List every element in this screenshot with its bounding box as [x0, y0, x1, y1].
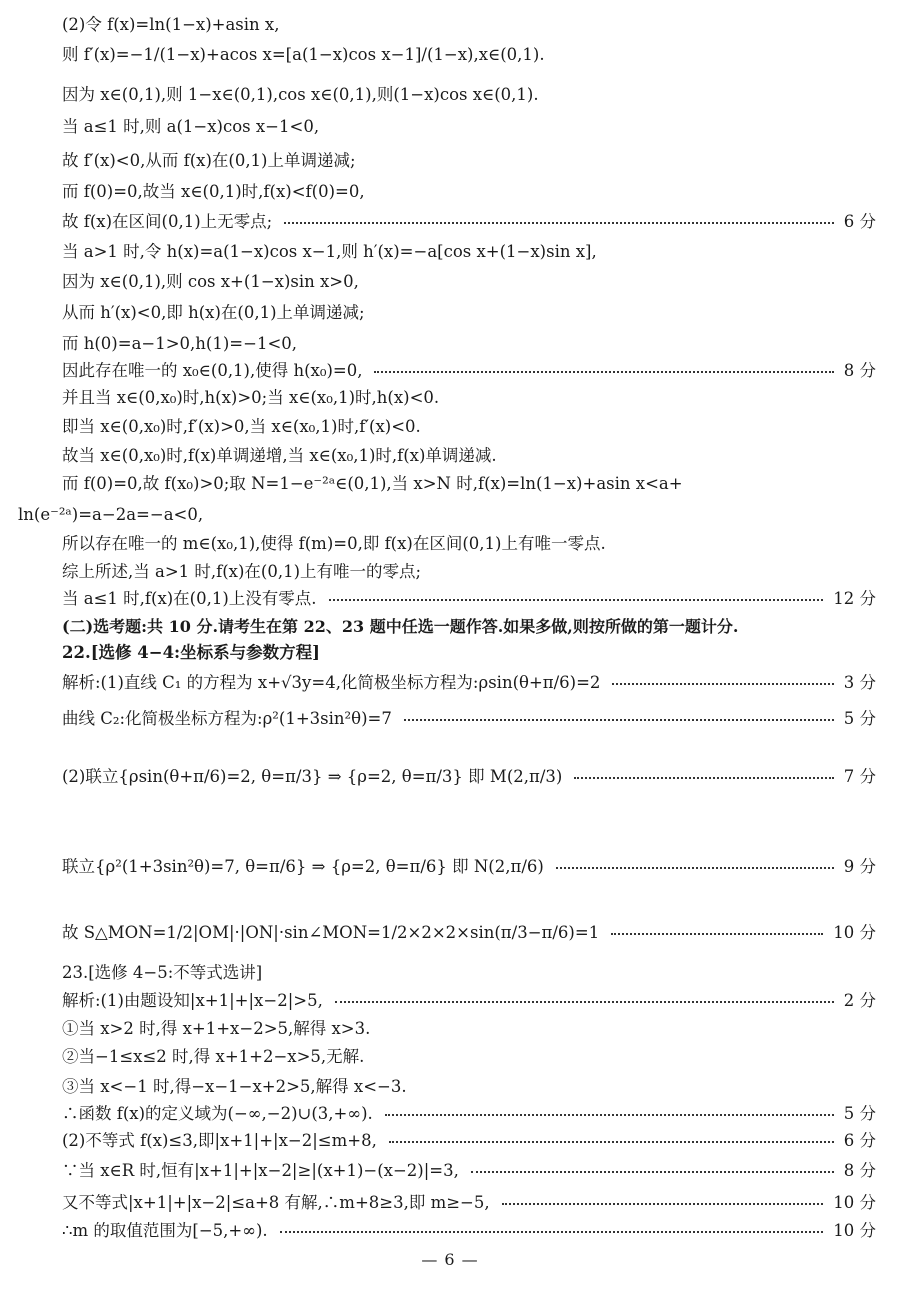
- line-text: (2)令 f(x)=ln(1−x)+asin x,: [62, 15, 280, 34]
- score-label: 5 分: [843, 709, 876, 728]
- line-text: ②当−1≤x≤2 时,得 x+1+2−x>5,无解.: [62, 1047, 365, 1066]
- solution-line: [0, 10, 900, 40]
- solution-line: [0, 1156, 900, 1186]
- score-label: 8 分: [843, 361, 876, 380]
- solution-line: [0, 80, 900, 110]
- solution-line: [0, 146, 900, 176]
- solution-line: [0, 356, 900, 386]
- solution-line: [0, 40, 900, 70]
- score-label: 6 分: [843, 212, 876, 231]
- line-text: ∴m 的取值范围为[−5,+∞).: [62, 1221, 268, 1240]
- line-text: 当 a>1 时,令 h(x)=a(1−x)cos x−1,则 h′(x)=−a[cos x+(1−x)sin x],: [62, 242, 597, 261]
- score-label: 6 分: [843, 1131, 876, 1150]
- solution-line: [0, 237, 900, 267]
- solution-line: [0, 207, 900, 237]
- line-text: 解析:(1)由题设知|x+1|+|x−2|>5,: [62, 991, 323, 1010]
- line-text: 故 f′(x)<0,从而 f(x)在(0,1)上单调递减;: [62, 151, 356, 170]
- line-text: 则 f′(x)=−1/(1−x)+acos x=[a(1−x)cos x−1]/(1−x),x∈(0,1).: [62, 45, 545, 64]
- score-label: 5 分: [843, 1104, 876, 1123]
- line-text: ③当 x<−1 时,得−x−1−x+2>5,解得 x<−3.: [62, 1077, 407, 1096]
- line-text: 曲线 C₂:化简极坐标方程为:ρ²(1+3sin²θ)=7: [62, 709, 392, 728]
- score-label: 10 分: [833, 923, 876, 942]
- line-text: 因为 x∈(0,1),则 1−x∈(0,1),cos x∈(0,1),则(1−x)cos x∈(0,1).: [62, 85, 539, 104]
- score-label: 12 分: [833, 589, 876, 608]
- leader-dots: [611, 933, 823, 935]
- leader-dots: [385, 1114, 834, 1116]
- solution-line: [0, 584, 900, 614]
- leader-dots: [389, 1141, 834, 1143]
- line-text: 因此存在唯一的 x₀∈(0,1),使得 h(x₀)=0,: [62, 361, 363, 380]
- solution-line: [0, 1126, 900, 1156]
- solution-line: [0, 383, 900, 413]
- line-text: (二)选考题:共 10 分.请考生在第 22、23 题中任选一题作答.如果多做,则按所做的第一题计分.: [62, 617, 739, 636]
- solution-line: [0, 267, 900, 297]
- score-label: 8 分: [843, 1161, 876, 1180]
- solution-line: [0, 704, 900, 734]
- line-text: ∵当 x∈R 时,恒有|x+1|+|x−2|≥|(x+1)−(x−2)|=3,: [62, 1161, 459, 1180]
- line-text: (2)不等式 f(x)≤3,即|x+1|+|x−2|≤m+8,: [62, 1131, 377, 1150]
- leader-dots: [280, 1231, 823, 1233]
- line-text: 故 S△MON=1/2|OM|·|ON|·sin∠MON=1/2×2×2×sin(π/3−π/6)=1: [62, 923, 600, 942]
- line-text: 从而 h′(x)<0,即 h(x)在(0,1)上单调递减;: [62, 303, 365, 322]
- leader-dots: [502, 1203, 823, 1205]
- score-label: 2 分: [843, 991, 876, 1010]
- line-text: 又不等式|x+1|+|x−2|≤a+8 有解,∴m+8≥3,即 m≥−5,: [62, 1193, 490, 1212]
- line-text: 综上所述,当 a>1 时,f(x)在(0,1)上有唯一的零点;: [62, 562, 422, 581]
- score-label: 3 分: [843, 673, 876, 692]
- score-label: 7 分: [843, 767, 876, 786]
- leader-dots: [471, 1171, 834, 1173]
- page-number: — 6 —: [421, 1250, 479, 1269]
- line-text: (2)联立{ρsin(θ+π/6)=2, θ=π/3} ⇒ {ρ=2, θ=π/3} 即 M(2,π/3): [62, 767, 563, 786]
- score-label: 10 分: [833, 1221, 876, 1240]
- solution-line: [0, 1216, 900, 1246]
- solution-line: [0, 852, 900, 882]
- line-text: 而 h(0)=a−1>0,h(1)=−1<0,: [62, 334, 298, 353]
- solution-line: [0, 177, 900, 207]
- leader-dots: [404, 719, 834, 721]
- line-text: 因为 x∈(0,1),则 cos x+(1−x)sin x>0,: [62, 272, 359, 291]
- line-text: 解析:(1)直线 C₁ 的方程为 x+√3y=4,化简极坐标方程为:ρsin(θ+π/6)=2: [62, 673, 601, 692]
- leader-dots: [612, 683, 834, 685]
- solution-line: [0, 918, 900, 948]
- line-text: 22.[选修 4−4:坐标系与参数方程]: [62, 643, 320, 662]
- solution-line: [0, 1188, 900, 1218]
- solution-line: [0, 557, 900, 587]
- solution-line: [0, 469, 900, 499]
- solution-line: [0, 1042, 900, 1072]
- score-label: 9 分: [843, 857, 876, 876]
- leader-dots: [335, 1001, 834, 1003]
- solution-line: [0, 762, 900, 792]
- solution-line: [0, 1072, 900, 1102]
- leader-dots: [284, 222, 834, 224]
- line-text: 所以存在唯一的 m∈(x₀,1),使得 f(m)=0,即 f(x)在区间(0,1)上有唯一零点.: [62, 534, 606, 553]
- solution-line: [0, 529, 900, 559]
- solution-line: [0, 986, 900, 1016]
- leader-dots: [329, 599, 823, 601]
- solution-line: [0, 441, 900, 471]
- line-text: 当 a≤1 时,则 a(1−x)cos x−1<0,: [62, 117, 320, 136]
- line-text: 联立{ρ²(1+3sin²θ)=7, θ=π/6} ⇒ {ρ=2, θ=π/6} 即 N(2,π/6): [62, 857, 544, 876]
- solution-line: [0, 638, 900, 668]
- line-text: 23.[选修 4−5:不等式选讲]: [62, 963, 263, 982]
- line-text: 当 a≤1 时,f(x)在(0,1)上没有零点.: [62, 589, 317, 608]
- line-text: 故当 x∈(0,x₀)时,f(x)单调递增,当 x∈(x₀,1)时,f(x)单调递减.: [62, 446, 497, 465]
- solution-line: [0, 958, 900, 988]
- score-label: 10 分: [833, 1193, 876, 1212]
- solution-line: [0, 1099, 900, 1129]
- line-text: 并且当 x∈(0,x₀)时,h(x)>0;当 x∈(x₀,1)时,h(x)<0.: [62, 388, 440, 407]
- solution-line: [0, 412, 900, 442]
- solution-line: [0, 298, 900, 328]
- leader-dots: [556, 867, 834, 869]
- line-text: 故 f(x)在区间(0,1)上无零点;: [62, 212, 273, 231]
- leader-dots: [574, 777, 834, 779]
- line-text: 而 f(0)=0,故 f(x₀)>0;取 N=1−e⁻²ᵃ∈(0,1),当 x>N 时,f(x)=ln(1−x)+asin x<a+: [62, 474, 683, 493]
- line-text: 而 f(0)=0,故当 x∈(0,1)时,f(x)<f(0)=0,: [62, 182, 365, 201]
- line-text: ∴函数 f(x)的定义域为(−∞,−2)∪(3,+∞).: [62, 1104, 373, 1123]
- line-text: ln(e⁻²ᵃ)=a−2a=−a<0,: [18, 505, 204, 524]
- solution-line: [0, 329, 900, 359]
- solution-line: [0, 112, 900, 142]
- line-text: 即当 x∈(0,x₀)时,f′(x)>0,当 x∈(x₀,1)时,f′(x)<0.: [62, 417, 421, 436]
- leader-dots: [374, 371, 834, 373]
- solution-line: [0, 1014, 900, 1044]
- solution-line: [0, 668, 900, 698]
- line-text: ①当 x>2 时,得 x+1+x−2>5,解得 x>3.: [62, 1019, 371, 1038]
- solution-line: [0, 500, 900, 530]
